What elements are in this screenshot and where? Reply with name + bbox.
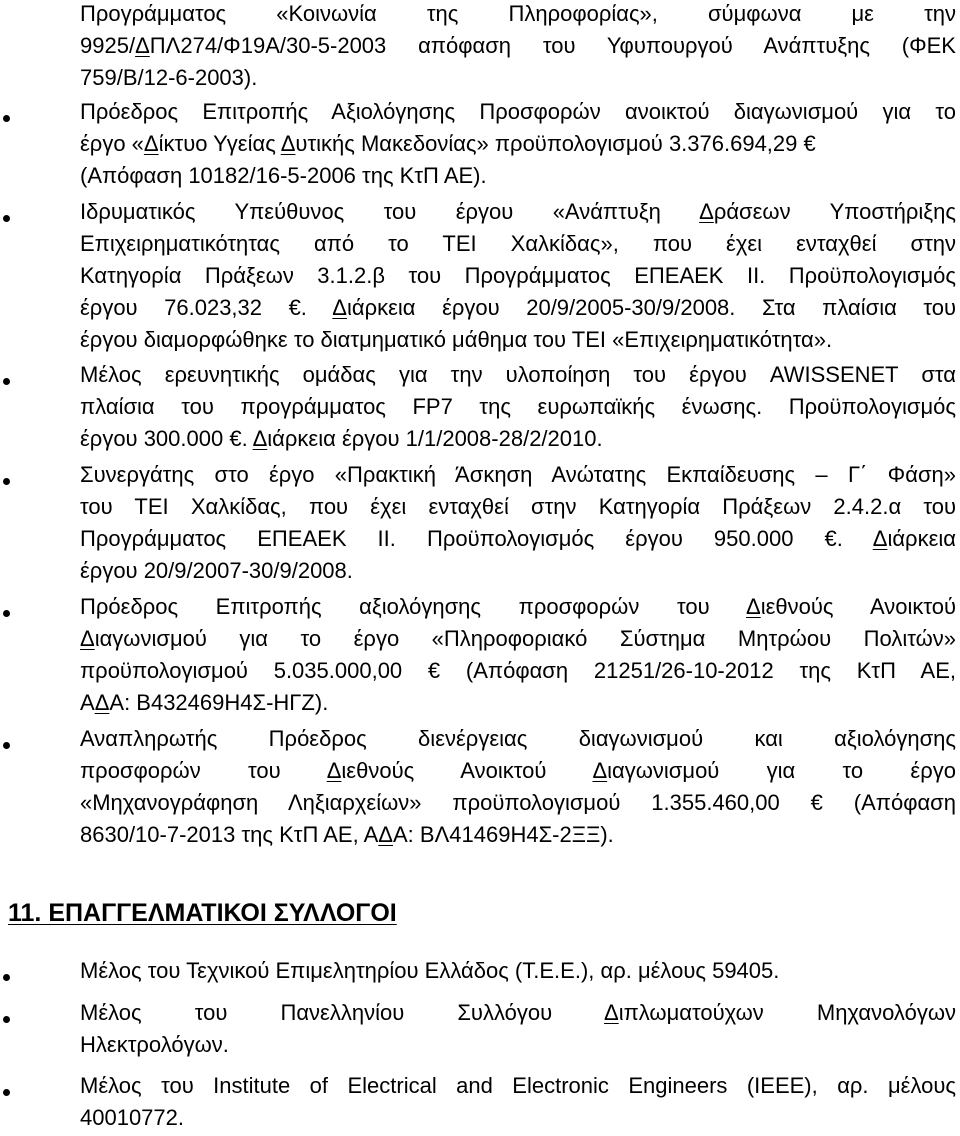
bullet-icon [3, 742, 10, 749]
text-line: Μέλος ερευνητικής ομάδας για την υλοποίηση του έργου AWISSENET στα [80, 362, 956, 387]
underlined-letter: Δ [252, 426, 268, 451]
text-line: έργου 20/9/2007-30/9/2008. [80, 558, 353, 583]
underlined-letter: Δ [326, 758, 342, 783]
underlined-letter: Δ [280, 131, 296, 156]
bullet-icon [3, 478, 10, 485]
list-item [80, 98, 956, 194]
list-item [80, 999, 956, 1063]
continued-paragraph [80, 0, 956, 96]
text-line: έργο «Δίκτυο Υγείας Δυτικής Μακεδονίας» προϋπολογισμού 3.376.694,29 € [80, 131, 816, 156]
text-line: 9925/ΔΠΛ274/Φ19Α/30-5-2003 απόφαση του Υφυπουργού Ανάπτυξης (ΦΕΚ [80, 33, 956, 58]
section-heading: 11. ΕΠΑΓΓΕΛΜΑΤΙΚΟΙ ΣΥΛΛΟΓΟΙ [8, 899, 397, 927]
text-line: του ΤΕΙ Χαλκίδας, που έχει ενταχθεί στην Κατηγορία Πράξεων 2.4.2.α του [80, 494, 956, 519]
text-line: Ηλεκτρολόγων. [80, 1032, 229, 1057]
text-line: Πρόεδρος Επιτροπής Αξιολόγησης Προσφορών ανοικτού διαγωνισμού για το [80, 99, 956, 124]
text-line: «Μηχανογράφηση Ληξιαρχείων» προϋπολογισμού 1.355.460,00 € (Απόφαση [80, 790, 956, 815]
underlined-letter: Δ [332, 295, 347, 320]
text-line: Μέλος του Τεχνικού Επιμελητηρίου Ελλάδος (Τ.Ε.Ε.), αρ. μέλους 59405. [80, 958, 780, 983]
text-line: (Απόφαση 10182/16-5-2006 της ΚτΠ ΑΕ). [80, 163, 487, 188]
text-line: Αναπληρωτής Πρόεδρος διενέργειας διαγωνισμού και αξιολόγησης [80, 726, 956, 751]
underlined-letter: Δ [80, 626, 95, 651]
text-line: ΑΔΑ: Β432469Η4Σ-ΗΓΖ). [80, 690, 329, 715]
underlined-letter: Δ [378, 822, 393, 847]
bullet-icon [3, 115, 10, 122]
text-line: Κατηγορία Πράξεων 3.1.2.β του Προγράμματος ΕΠΕΑΕΚ ΙΙ. Προϋπολογισμός [80, 263, 956, 288]
text-line: έργου διαμορφώθηκε το διατμηματικό μάθημα του ΤΕΙ «Επιχειρηματικότητα». [80, 327, 833, 352]
underlined-letter: Δ [135, 33, 150, 58]
bullet-icon [3, 378, 10, 385]
list-item [80, 361, 956, 457]
text-line: Διαγωνισμού για το έργο «Πληροφοριακό Σύστημα Μητρώου Πολιτών» [80, 626, 956, 651]
text-line: πλαίσια του προγράμματος FP7 της ευρωπαϊκής ένωσης. Προϋπολογισμός [80, 394, 956, 419]
text-line: 40010772. [80, 1105, 184, 1130]
text-line: Προγράμματος «Κοινωνία της Πληροφορίας», σύμφωνα με την [80, 1, 956, 26]
list-item [80, 957, 956, 989]
underlined-letter: Δ [872, 526, 888, 551]
list-item [80, 198, 956, 358]
text-line: 759/Β/12-6-2003). [80, 65, 258, 90]
list-item [80, 461, 956, 589]
text-line: προϋπολογισμού 5.035.000,00 € (Απόφαση 21251/26-10-2012 της ΚτΠ ΑΕ, [80, 658, 956, 683]
text-line: έργου 76.023,32 €. Διάρκεια έργου 20/9/2005-30/9/2008. Στα πλαίσια του [80, 295, 957, 320]
text-line: Μέλος του Institute of Electrical and Electronic Engineers (IEEE), αρ. μέλους [80, 1073, 956, 1098]
text-line: έργου 300.000 €. Διάρκεια έργου 1/1/2008-28/2/2010. [80, 426, 603, 451]
bullet-icon [3, 610, 10, 617]
list-item [80, 593, 956, 721]
list-item [80, 725, 956, 853]
text-line: 8630/10-7-2013 της ΚτΠ ΑΕ, ΑΔΑ: ΒΛ41469Η4Σ-2ΞΞ). [80, 822, 614, 847]
underlined-letter: Δ [94, 690, 110, 715]
text-line: Πρόεδρος Επιτροπής αξιολόγησης προσφορών του Διεθνούς Ανοικτού [80, 594, 956, 619]
text-line: Μέλος του Πανελληνίου Συλλόγου Διπλωματούχων Μηχανολόγων [80, 1000, 956, 1025]
text-line: Προγράμματος ΕΠΕΑΕΚ ΙΙ. Προϋπολογισμός έργου 950.000 €. Διάρκεια [80, 526, 956, 551]
text-line: Ιδρυματικός Υπεύθυνος του έργου «Ανάπτυξη Δράσεων Υποστήριξης [80, 199, 956, 224]
text-line: Επιχειρηματικότητας από το ΤΕΙ Χαλκίδας», που έχει ενταχθεί στην [80, 231, 956, 256]
bullet-icon [3, 974, 10, 981]
underlined-letter: Δ [604, 1000, 619, 1025]
underlined-letter: Δ [699, 199, 714, 224]
bullet-icon [3, 1089, 10, 1096]
bullet-icon [3, 1016, 10, 1023]
bullet-icon [3, 215, 10, 222]
list-item [80, 1072, 956, 1136]
underlined-letter: Δ [746, 594, 761, 619]
underlined-letter: Δ [592, 758, 608, 783]
underlined-letter: Δ [143, 131, 159, 156]
text-line: προσφορών του Διεθνούς Ανοικτού Διαγωνισμού για το έργο [80, 758, 956, 783]
text-line: Συνεργάτης στο έργο «Πρακτική Άσκηση Ανώτατης Εκπαίδευσης – Γ΄ Φάση» [80, 462, 956, 487]
